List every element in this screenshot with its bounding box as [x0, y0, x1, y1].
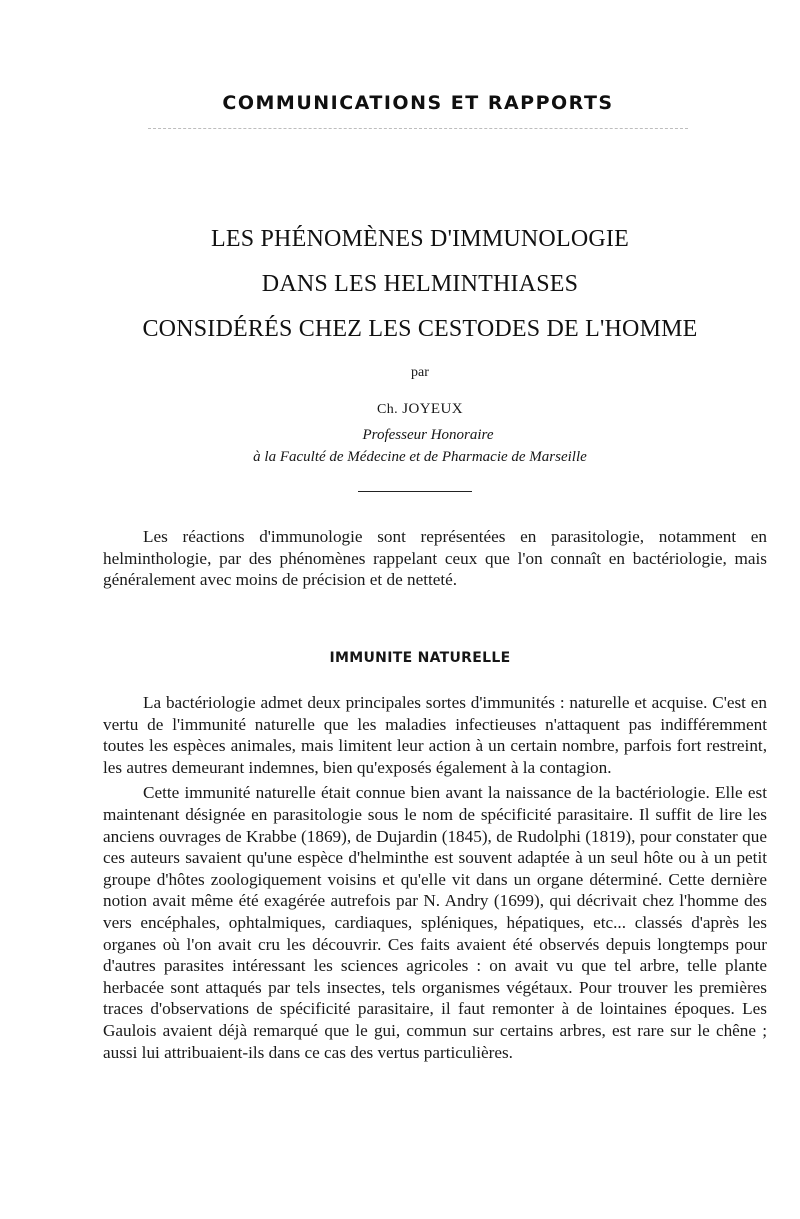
- section-header: COMMUNICATIONS ET RAPPORTS: [222, 92, 614, 114]
- byline-par: par: [411, 365, 429, 380]
- section-subheading: IMMUNITE NATURELLE: [329, 650, 511, 666]
- article-title-line-2: DANS LES HELMINTHIASES: [261, 271, 579, 297]
- article-title-line-1: LES PHÉNOMÈNES D'IMMUNOLOGIE: [211, 226, 629, 252]
- intro-block: [103, 526, 767, 591]
- paragraph: Cette immunité naturelle était connue bien avant la naissance de la bactériologie. Elle est maintenant désignée en parasitologie sous le nom de spécificité parasitaire. Il suffit de lire les anciens ouvrages de Krabbe (1869), de Dujardin (1845), de Rudolphi (1819), pour constater que ces auteurs savaient qu'une espèce d'helminthe est souvent adaptée à un seul hôte ou à un petit groupe d'hôtes zoologiquement voisins et qu'elle vit dans un organe déterminé. Cette dernière notion avait même été exagérée autrefois par N. Andry (1699), qui décrivait chez l'homme des vers encéphales, ophtalmiques, cardiaques, spléniques, hépatiques, etc... classés d'après les organes où l'on avait cru les découvrir. Ces faits avaient été observés depuis longtemps pour d'autres parasites intéressant les sciences agricoles : on avait vu que tel arbre, telle plante herbacée sont attaqués par tels insectes, tels organismes végétaux. Pour trouver les premières traces d'observations de spécificité parasitaire, il faut remonter à de lointaines époques. Les Gaulois avaient déjà remarqué que le gui, commun sur certains arbres, est rare sur le chêne ; aussi lui attribuaient-ils dans ce cas des vertus particulières.: [103, 783, 767, 1062]
- author-affiliation: à la Faculté de Médecine et de Pharmacie de Marseille: [253, 449, 587, 465]
- author-name: JOYEUX: [402, 401, 463, 417]
- main-text: [103, 692, 767, 1063]
- article-title-line-3: CONSIDÉRÉS CHEZ LES CESTODES DE L'HOMME: [142, 316, 698, 342]
- title-separator: [358, 491, 472, 492]
- author-prefix: Ch.: [377, 402, 399, 417]
- author: [0, 401, 800, 418]
- header-rule: [148, 128, 688, 129]
- paragraph: La bactériologie admet deux principales sortes d'immunités : naturelle et acquise. C'est en vertu de l'immunité naturelle que les maladies infectieuses n'attaquent pas indifféremment toutes les espèces animales, mais limitent leur action à un certain nombre, parfois fort restreint, les autres demeurant indemnes, bien qu'exposés également à la contagion.: [103, 693, 767, 777]
- author-title: Professeur Honoraire: [362, 427, 494, 443]
- intro-paragraph: Les réactions d'immunologie sont représentées en parasitologie, notamment en helminthologie, par des phénomènes rappelant ceux que l'on connaît en bactériologie, mais généralement avec moins de précision et de netteté.: [103, 527, 767, 590]
